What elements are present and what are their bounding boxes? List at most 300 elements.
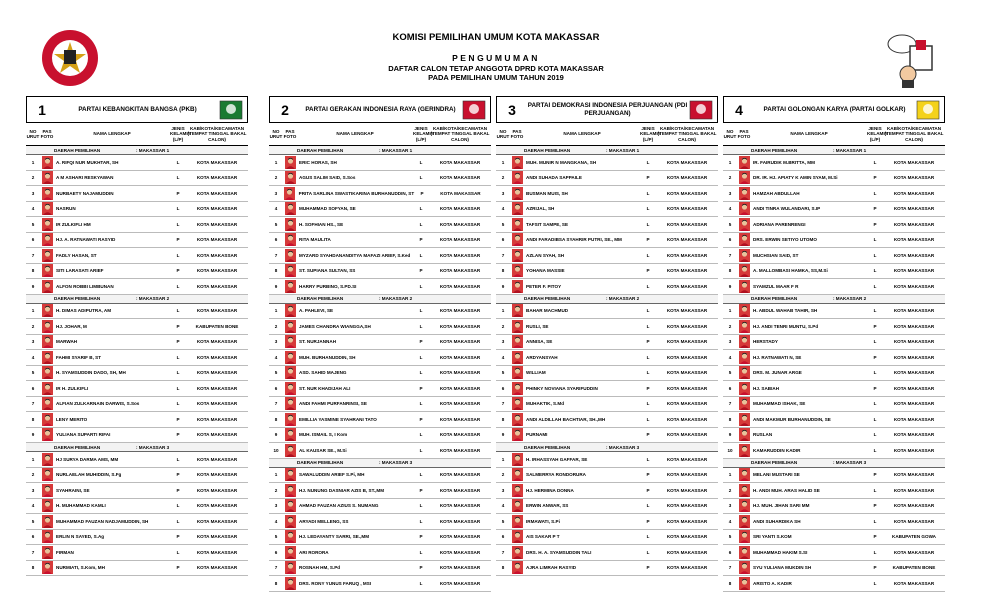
candidate-residence: KOTA MAKASSAR bbox=[666, 237, 708, 243]
candidate-row bbox=[26, 530, 248, 546]
candidate-name: ADRIANA PARENRENGI bbox=[753, 221, 806, 227]
candidate-residence: KOTA MAKASSAR bbox=[893, 190, 935, 196]
candidate-name: HJ. NUNUNG DASNIAR AZIS B, ST.,MM bbox=[299, 487, 385, 493]
candidate-residence: KOTA MAKASSAR bbox=[666, 190, 708, 196]
candidate-name: KAMARUDDIN KADIR bbox=[753, 447, 801, 453]
candidate-row bbox=[723, 576, 945, 592]
candidate-row bbox=[26, 233, 248, 249]
header-photo: PAS FOTO bbox=[510, 128, 524, 139]
candidate-name: IR. FAIRUDIK M.BRITTA, MM bbox=[753, 159, 815, 165]
candidate-photo bbox=[284, 156, 296, 169]
candidate-photo bbox=[41, 499, 53, 512]
candidate-number: 2 bbox=[501, 472, 505, 478]
candidate-photo bbox=[284, 304, 296, 317]
candidate-residence: KOTA MAKASSAR bbox=[196, 206, 238, 212]
dapil-value: : MAKASSAR 1 bbox=[136, 147, 170, 153]
candidate-photo bbox=[738, 397, 750, 410]
candidate-number: 6 bbox=[31, 385, 35, 391]
candidate-residence: KOTA MAKASSAR bbox=[196, 472, 238, 478]
candidate-photo bbox=[284, 484, 296, 497]
candidate-number: 1 bbox=[501, 308, 505, 314]
candidate-photo bbox=[511, 351, 523, 364]
candidate-photo bbox=[284, 413, 296, 426]
candidate-row bbox=[26, 279, 248, 295]
candidate-number: 3 bbox=[274, 503, 278, 509]
candidate-gender: P bbox=[419, 565, 423, 571]
candidate-number: 5 bbox=[31, 221, 35, 227]
candidate-name: HERSTADY bbox=[753, 339, 778, 345]
candidate-name: AHMAD FAUZAN AZIUS S. NUMANG bbox=[299, 503, 379, 509]
candidate-photo bbox=[41, 397, 53, 410]
dapil-header bbox=[496, 295, 718, 304]
candidate-residence: KOTA MAKASSAR bbox=[196, 401, 238, 407]
candidate-row bbox=[496, 335, 718, 351]
candidate-name: ANDI FARADIBSA SYAHRIR PUTRI, SE., MM bbox=[526, 237, 622, 243]
candidate-row bbox=[723, 186, 945, 202]
candidate-residence: KABUPATEN GOWA bbox=[892, 534, 936, 540]
candidate-number: 4 bbox=[274, 206, 278, 212]
candidate-gender: P bbox=[646, 385, 650, 391]
candidate-gender: P bbox=[646, 565, 650, 571]
candidate-number: 6 bbox=[501, 385, 505, 391]
candidate-name: PHINKY NOVIANA SYARIFUDDIN bbox=[526, 385, 598, 391]
candidate-number: 6 bbox=[728, 549, 732, 555]
candidate-gender: P bbox=[176, 237, 180, 243]
party-name: PARTAI KEBANGKITAN BANGSA (PKB) bbox=[78, 105, 197, 113]
candidate-row bbox=[269, 279, 491, 295]
candidate-gender: L bbox=[646, 401, 650, 407]
candidate-gender: L bbox=[646, 323, 650, 329]
dapil-label: DAERAH PEMILIHAN bbox=[524, 147, 571, 153]
dapil-header bbox=[269, 295, 491, 304]
candidate-row bbox=[723, 248, 945, 264]
candidate-photo bbox=[511, 546, 523, 559]
candidate-name: ARI RORORA bbox=[299, 549, 329, 555]
candidate-gender: L bbox=[646, 252, 650, 258]
candidate-photo bbox=[738, 187, 750, 200]
candidate-photo bbox=[41, 468, 53, 481]
candidate-residence: KOTA MAKASSAR bbox=[893, 549, 935, 555]
candidate-row bbox=[723, 155, 945, 171]
candidate-gender: L bbox=[873, 190, 877, 196]
candidate-name: DR. IR. HJ. APIATY K AMIN SYAM, M.Si bbox=[753, 175, 838, 181]
dapil-label: DAERAH PEMILIHAN bbox=[751, 296, 798, 301]
dapil-label: DAERAH PEMILIHAN bbox=[54, 444, 101, 450]
candidate-row bbox=[723, 366, 945, 382]
candidate-photo bbox=[41, 453, 53, 466]
candidate-name: HJ. HERMINA DONNA bbox=[526, 487, 574, 493]
announcement-label: PENGUMUMAN bbox=[452, 53, 540, 63]
candidate-name: A M ASHARI RESKYAWAN bbox=[56, 175, 114, 181]
candidate-gender: P bbox=[419, 487, 423, 493]
candidate-row bbox=[723, 171, 945, 187]
candidate-name: HJ. RATNAWATI N, SE bbox=[753, 354, 802, 360]
candidate-number: 7 bbox=[31, 401, 35, 407]
candidate-gender: P bbox=[176, 432, 180, 438]
dapil-header bbox=[496, 443, 718, 452]
candidate-name: MYZARD SYAHDANANDITYA MAFAZI ARIEF, S.Ked bbox=[299, 252, 411, 258]
dapil-label: DAERAH PEMILIHAN bbox=[751, 147, 798, 153]
candidate-photo bbox=[511, 233, 523, 246]
candidate-photo bbox=[511, 187, 523, 200]
candidate-name: BUSMAN MUIS, SH bbox=[526, 190, 568, 196]
candidate-row bbox=[496, 545, 718, 561]
candidate-number: 6 bbox=[728, 385, 732, 391]
candidate-number: 8 bbox=[31, 565, 35, 571]
candidate-name: AJRA LIMRAH RASYID bbox=[526, 565, 577, 571]
candidate-row bbox=[496, 499, 718, 515]
candidate-number: 8 bbox=[31, 416, 35, 422]
candidate-gender: P bbox=[873, 385, 877, 391]
dapil-value: : MAKASSAR 3 bbox=[136, 444, 170, 450]
candidate-number: 9 bbox=[31, 283, 35, 289]
candidate-number: 10 bbox=[727, 447, 733, 453]
candidate-name: FIRMAN bbox=[56, 549, 74, 555]
candidate-residence: KOTA MAKASSAR bbox=[439, 432, 481, 438]
candidate-name: YULIANA SUPARTI RIFAI bbox=[56, 432, 111, 438]
candidate-number: 4 bbox=[31, 354, 35, 360]
candidate-name: MUHAMMAD HAKIM S.SI bbox=[753, 549, 808, 555]
candidate-gender: P bbox=[873, 354, 877, 360]
candidate-name: ERWIN ANWAR, SS bbox=[526, 503, 569, 509]
candidate-photo bbox=[738, 351, 750, 364]
candidate-gender: P bbox=[646, 237, 650, 243]
candidate-gender: L bbox=[873, 237, 877, 243]
candidate-residence: KOTA MAKASSAR bbox=[666, 416, 708, 422]
candidate-residence: KOTA MAKASSAR bbox=[439, 565, 481, 571]
candidate-gender: L bbox=[176, 503, 180, 509]
candidate-photo bbox=[284, 187, 296, 200]
candidate-row bbox=[496, 468, 718, 484]
candidate-photo bbox=[738, 515, 750, 528]
candidate-name: SYU YULIANA MUKDIN SH bbox=[753, 565, 812, 571]
candidate-name: ST. SUPIANA SULTAN, SS bbox=[299, 268, 356, 274]
candidate-gender: P bbox=[873, 472, 877, 478]
candidate-row bbox=[496, 366, 718, 382]
candidate-row bbox=[496, 483, 718, 499]
candidate-photo bbox=[738, 444, 750, 457]
candidate-row bbox=[269, 545, 491, 561]
candidate-photo bbox=[511, 304, 523, 317]
candidate-gender: P bbox=[176, 472, 180, 478]
candidate-residence: KOTA MAKASSAR bbox=[196, 190, 238, 196]
candidate-name: LENY MERITO bbox=[56, 416, 88, 422]
candidate-residence: KOTA MAKASSAR bbox=[196, 308, 238, 314]
candidate-name: AZLAN SYAH, SH bbox=[526, 252, 565, 258]
candidate-residence: KOTA MAKASSAR bbox=[893, 237, 935, 243]
candidate-name: MUHAMMAD SOFYAN, SE bbox=[299, 206, 356, 212]
announcement-line: DAFTAR CALON TETAP ANGGOTA DPRD KOTA MAKASSAR bbox=[388, 64, 604, 73]
candidate-photo bbox=[41, 171, 53, 184]
candidate-residence: KOTA MAKASSAR bbox=[439, 206, 481, 212]
candidate-row bbox=[26, 248, 248, 264]
party-name: PARTAI GERAKAN INDONESIA RAYA (GERINDRA) bbox=[305, 105, 456, 113]
candidate-row bbox=[26, 155, 248, 171]
party-column-2 bbox=[269, 96, 491, 586]
candidate-residence: KOTA MAKASSAR bbox=[439, 308, 481, 314]
candidate-number: 2 bbox=[31, 175, 35, 181]
candidate-row bbox=[496, 319, 718, 335]
candidate-gender: L bbox=[176, 549, 180, 555]
candidate-row bbox=[496, 186, 718, 202]
candidate-photo bbox=[41, 484, 53, 497]
candidate-residence: KOTA MAKASSAR bbox=[439, 237, 481, 243]
candidate-number: 8 bbox=[501, 268, 505, 274]
candidate-photo bbox=[738, 280, 750, 293]
dapil-value: : MAKASSAR 1 bbox=[833, 147, 867, 153]
candidate-photo bbox=[41, 515, 53, 528]
candidate-residence: KOTA MAKASSAR bbox=[439, 472, 481, 478]
candidate-row bbox=[496, 428, 718, 444]
candidate-residence: KOTA MAKASSAR bbox=[196, 432, 238, 438]
candidate-gender: L bbox=[873, 159, 877, 165]
candidate-name: ANDI FAHMI PURFANRINSI, SE bbox=[299, 401, 367, 407]
candidate-residence: KOTA MAKASSAR bbox=[666, 456, 708, 462]
dapil-header bbox=[723, 146, 945, 155]
candidate-gender: L bbox=[873, 370, 877, 376]
candidate-name: NURMIATI, S.Kom, MH bbox=[56, 565, 105, 571]
candidate-gender: L bbox=[873, 416, 877, 422]
candidate-photo bbox=[41, 366, 53, 379]
candidate-row bbox=[269, 397, 491, 413]
candidate-number: 8 bbox=[31, 268, 35, 274]
candidate-name: HJ. LEDAYANTY SARRI, SE.,MM bbox=[299, 534, 370, 540]
candidate-photo bbox=[738, 366, 750, 379]
candidate-row bbox=[26, 217, 248, 233]
candidate-row bbox=[26, 186, 248, 202]
candidate-gender: P bbox=[873, 534, 877, 540]
candidate-number: 7 bbox=[274, 401, 278, 407]
party-logo-icon bbox=[461, 99, 487, 121]
candidate-residence: KOTA MAKASSAR bbox=[439, 339, 481, 345]
candidate-name: FAHMI SYARIF B, ST bbox=[56, 354, 102, 360]
candidate-number: 1 bbox=[274, 159, 278, 165]
candidate-row bbox=[26, 350, 248, 366]
candidate-residence: KOTA MAKASSAR bbox=[893, 283, 935, 289]
candidate-gender: L bbox=[646, 534, 650, 540]
candidate-number: 7 bbox=[501, 401, 505, 407]
candidate-residence: KOTA MAKASSAR bbox=[666, 432, 708, 438]
candidate-row bbox=[26, 319, 248, 335]
candidate-number: 8 bbox=[274, 416, 278, 422]
candidate-gender: P bbox=[176, 534, 180, 540]
candidate-name: HJ. JOHAR, M bbox=[56, 323, 87, 329]
candidate-gender: P bbox=[176, 565, 180, 571]
header-gender: JENIS KELAMIN (L/P) bbox=[413, 125, 434, 142]
column-headers bbox=[496, 123, 718, 146]
candidate-residence: KOTA MAKASSAR bbox=[666, 401, 708, 407]
candidate-name: BAHAR MACHMUD bbox=[526, 308, 569, 314]
candidate-residence: KOTA MAKASSAR bbox=[439, 283, 481, 289]
candidate-row bbox=[26, 428, 248, 444]
dapil-value: : MAKASSAR 3 bbox=[379, 460, 413, 465]
candidate-name: ST. NUR KHADIJAH ALI bbox=[299, 385, 351, 391]
candidate-row bbox=[496, 171, 718, 187]
candidate-row bbox=[269, 561, 491, 577]
candidate-number: 2 bbox=[728, 175, 732, 181]
candidate-photo bbox=[511, 320, 523, 333]
candidate-row bbox=[26, 561, 248, 577]
candidate-residence: KABUPATEN BONE bbox=[892, 565, 936, 571]
candidate-residence: KOTA MAKASSAR bbox=[439, 549, 481, 555]
candidate-residence: KOTA MAKASSAR bbox=[439, 175, 481, 181]
candidate-number: 6 bbox=[31, 534, 35, 540]
candidate-photo bbox=[284, 320, 296, 333]
candidate-photo bbox=[511, 218, 523, 231]
candidate-row bbox=[269, 499, 491, 515]
candidate-photo bbox=[284, 530, 296, 543]
candidate-residence: KOTA MAKASSAR bbox=[666, 549, 708, 555]
candidate-gender: L bbox=[419, 323, 423, 329]
candidate-photo bbox=[511, 397, 523, 410]
candidate-number: 9 bbox=[31, 432, 35, 438]
candidate-photo bbox=[284, 351, 296, 364]
candidate-row bbox=[269, 335, 491, 351]
candidate-number: 1 bbox=[501, 456, 505, 462]
candidate-name: A. RIFQI NUR MUKHTAR, SH bbox=[56, 159, 119, 165]
candidate-number: 6 bbox=[31, 237, 35, 243]
candidate-name: IR ZULKIFLI HM bbox=[56, 221, 91, 227]
candidate-row bbox=[26, 412, 248, 428]
candidate-gender: L bbox=[176, 283, 180, 289]
candidate-photo bbox=[738, 530, 750, 543]
candidate-photo bbox=[738, 171, 750, 184]
candidate-residence: KOTA MAKASSAR bbox=[893, 447, 935, 453]
party-column-3 bbox=[496, 96, 718, 571]
candidate-name: H. ABDUL WAHAB TAHIR, SH bbox=[753, 308, 818, 314]
candidate-gender: L bbox=[419, 354, 423, 360]
party-logo-icon bbox=[688, 99, 714, 121]
candidate-number: 7 bbox=[274, 252, 278, 258]
header-gender: JENIS KELAMIN (L/P) bbox=[867, 125, 888, 142]
candidate-name: SITI LARASATI ARIEF bbox=[56, 268, 104, 274]
candidate-name: HJ SURYA DARMA AMS, MM bbox=[56, 456, 119, 462]
candidate-number: 7 bbox=[501, 549, 505, 555]
candidate-photo bbox=[284, 577, 296, 590]
candidate-gender: P bbox=[873, 565, 877, 571]
candidate-name: DRS. ERWIN SETIYO UTOMO bbox=[753, 237, 817, 243]
candidate-row bbox=[496, 412, 718, 428]
candidate-gender: L bbox=[419, 175, 423, 181]
dapil-header bbox=[496, 146, 718, 155]
candidate-photo bbox=[511, 515, 523, 528]
candidate-gender: L bbox=[176, 401, 180, 407]
candidate-name: RUSLI, SE bbox=[526, 323, 549, 329]
candidate-row bbox=[723, 217, 945, 233]
candidate-gender: L bbox=[419, 580, 423, 586]
candidate-residence: KOTA MAKASSAR bbox=[439, 416, 481, 422]
candidate-number: 6 bbox=[274, 237, 278, 243]
candidate-row bbox=[723, 304, 945, 320]
candidate-row bbox=[269, 530, 491, 546]
candidate-photo bbox=[738, 499, 750, 512]
candidate-residence: KOTA MAKASSAR bbox=[439, 580, 481, 586]
candidate-name: MUCHSIAN SAID, ST bbox=[753, 252, 799, 258]
dapil-header bbox=[723, 459, 945, 468]
candidate-residence: KOTA MAKASSAR bbox=[439, 221, 481, 227]
candidate-row bbox=[26, 381, 248, 397]
candidate-gender: L bbox=[176, 175, 180, 181]
candidate-gender: L bbox=[646, 549, 650, 555]
candidate-name: AZRIJAL, SH bbox=[526, 206, 555, 212]
candidate-residence: KOTA MAKASSAR bbox=[666, 252, 708, 258]
candidate-residence: KOTA MAKASSAR bbox=[666, 323, 708, 329]
candidate-name: ANNISA, SE bbox=[526, 339, 553, 345]
candidate-photo bbox=[284, 280, 296, 293]
candidate-row bbox=[496, 202, 718, 218]
candidate-row bbox=[496, 264, 718, 280]
candidate-photo bbox=[41, 264, 53, 277]
candidate-residence: KOTA MAKASSAR bbox=[196, 159, 238, 165]
candidate-gender: P bbox=[176, 487, 180, 493]
candidate-residence: KOTA MAKASSAR bbox=[893, 401, 935, 407]
candidate-photo bbox=[738, 202, 750, 215]
candidate-name: ANDI MAKMUR BURHANUDDIN, SE bbox=[753, 416, 831, 422]
candidate-number: 1 bbox=[728, 159, 732, 165]
candidate-photo bbox=[738, 218, 750, 231]
candidate-row bbox=[26, 202, 248, 218]
candidate-gender: L bbox=[646, 206, 650, 212]
candidate-photo bbox=[284, 397, 296, 410]
dapil-header bbox=[269, 146, 491, 155]
candidate-row bbox=[26, 264, 248, 280]
candidate-photo bbox=[511, 453, 523, 466]
ayo-memilih-logo bbox=[880, 26, 944, 90]
candidate-row bbox=[723, 350, 945, 366]
candidate-row bbox=[26, 397, 248, 413]
candidate-row bbox=[723, 319, 945, 335]
candidate-gender: L bbox=[873, 432, 877, 438]
candidate-residence: KOTA MAKASSAR bbox=[893, 268, 935, 274]
candidate-photo bbox=[511, 366, 523, 379]
party-header bbox=[723, 96, 945, 123]
candidate-gender: P bbox=[419, 268, 423, 274]
candidate-photo bbox=[41, 280, 53, 293]
candidate-residence: KOTA MAKASSAR bbox=[440, 190, 481, 196]
candidate-name: H. IRHASSYAH GAFFAR, SE bbox=[526, 456, 588, 462]
page-title: KOMISI PEMILIHAN UMUM KOTA MAKASSAR bbox=[392, 32, 600, 43]
candidate-gender: L bbox=[419, 401, 423, 407]
header-photo: PAS FOTO bbox=[283, 128, 297, 139]
candidate-name: AIS SAKAR P T bbox=[526, 534, 560, 540]
candidate-gender: L bbox=[873, 447, 877, 453]
candidate-residence: KOTA MAKASSAR bbox=[196, 518, 238, 524]
candidate-residence: KOTA MAKASSAR bbox=[196, 237, 238, 243]
candidate-photo bbox=[41, 218, 53, 231]
candidate-photo bbox=[284, 264, 296, 277]
candidate-residence: KOTA MAKASSAR bbox=[666, 268, 708, 274]
candidate-number: 7 bbox=[31, 549, 35, 555]
candidate-name: ANDI SUHARDIKA SH bbox=[753, 518, 801, 524]
candidate-number: 5 bbox=[274, 221, 278, 227]
candidate-gender: P bbox=[419, 237, 423, 243]
candidate-gender: L bbox=[176, 308, 180, 314]
candidate-number: 5 bbox=[501, 518, 505, 524]
candidate-photo bbox=[284, 171, 296, 184]
candidate-name: MUH. ISMAIL S, I Kom bbox=[299, 432, 348, 438]
candidate-number: 7 bbox=[31, 252, 35, 258]
candidate-number: 4 bbox=[501, 503, 505, 509]
header-name: NAMA LENGKAP bbox=[336, 131, 374, 137]
candidate-number: 9 bbox=[274, 432, 278, 438]
candidate-row bbox=[269, 155, 491, 171]
candidate-name: HJ. MUH. JIHAN SARI MM bbox=[753, 503, 810, 509]
candidate-photo bbox=[284, 428, 296, 441]
candidate-gender: P bbox=[420, 190, 424, 196]
candidate-number: 8 bbox=[728, 416, 732, 422]
candidate-number: 4 bbox=[31, 206, 35, 212]
candidate-gender: L bbox=[419, 221, 423, 227]
